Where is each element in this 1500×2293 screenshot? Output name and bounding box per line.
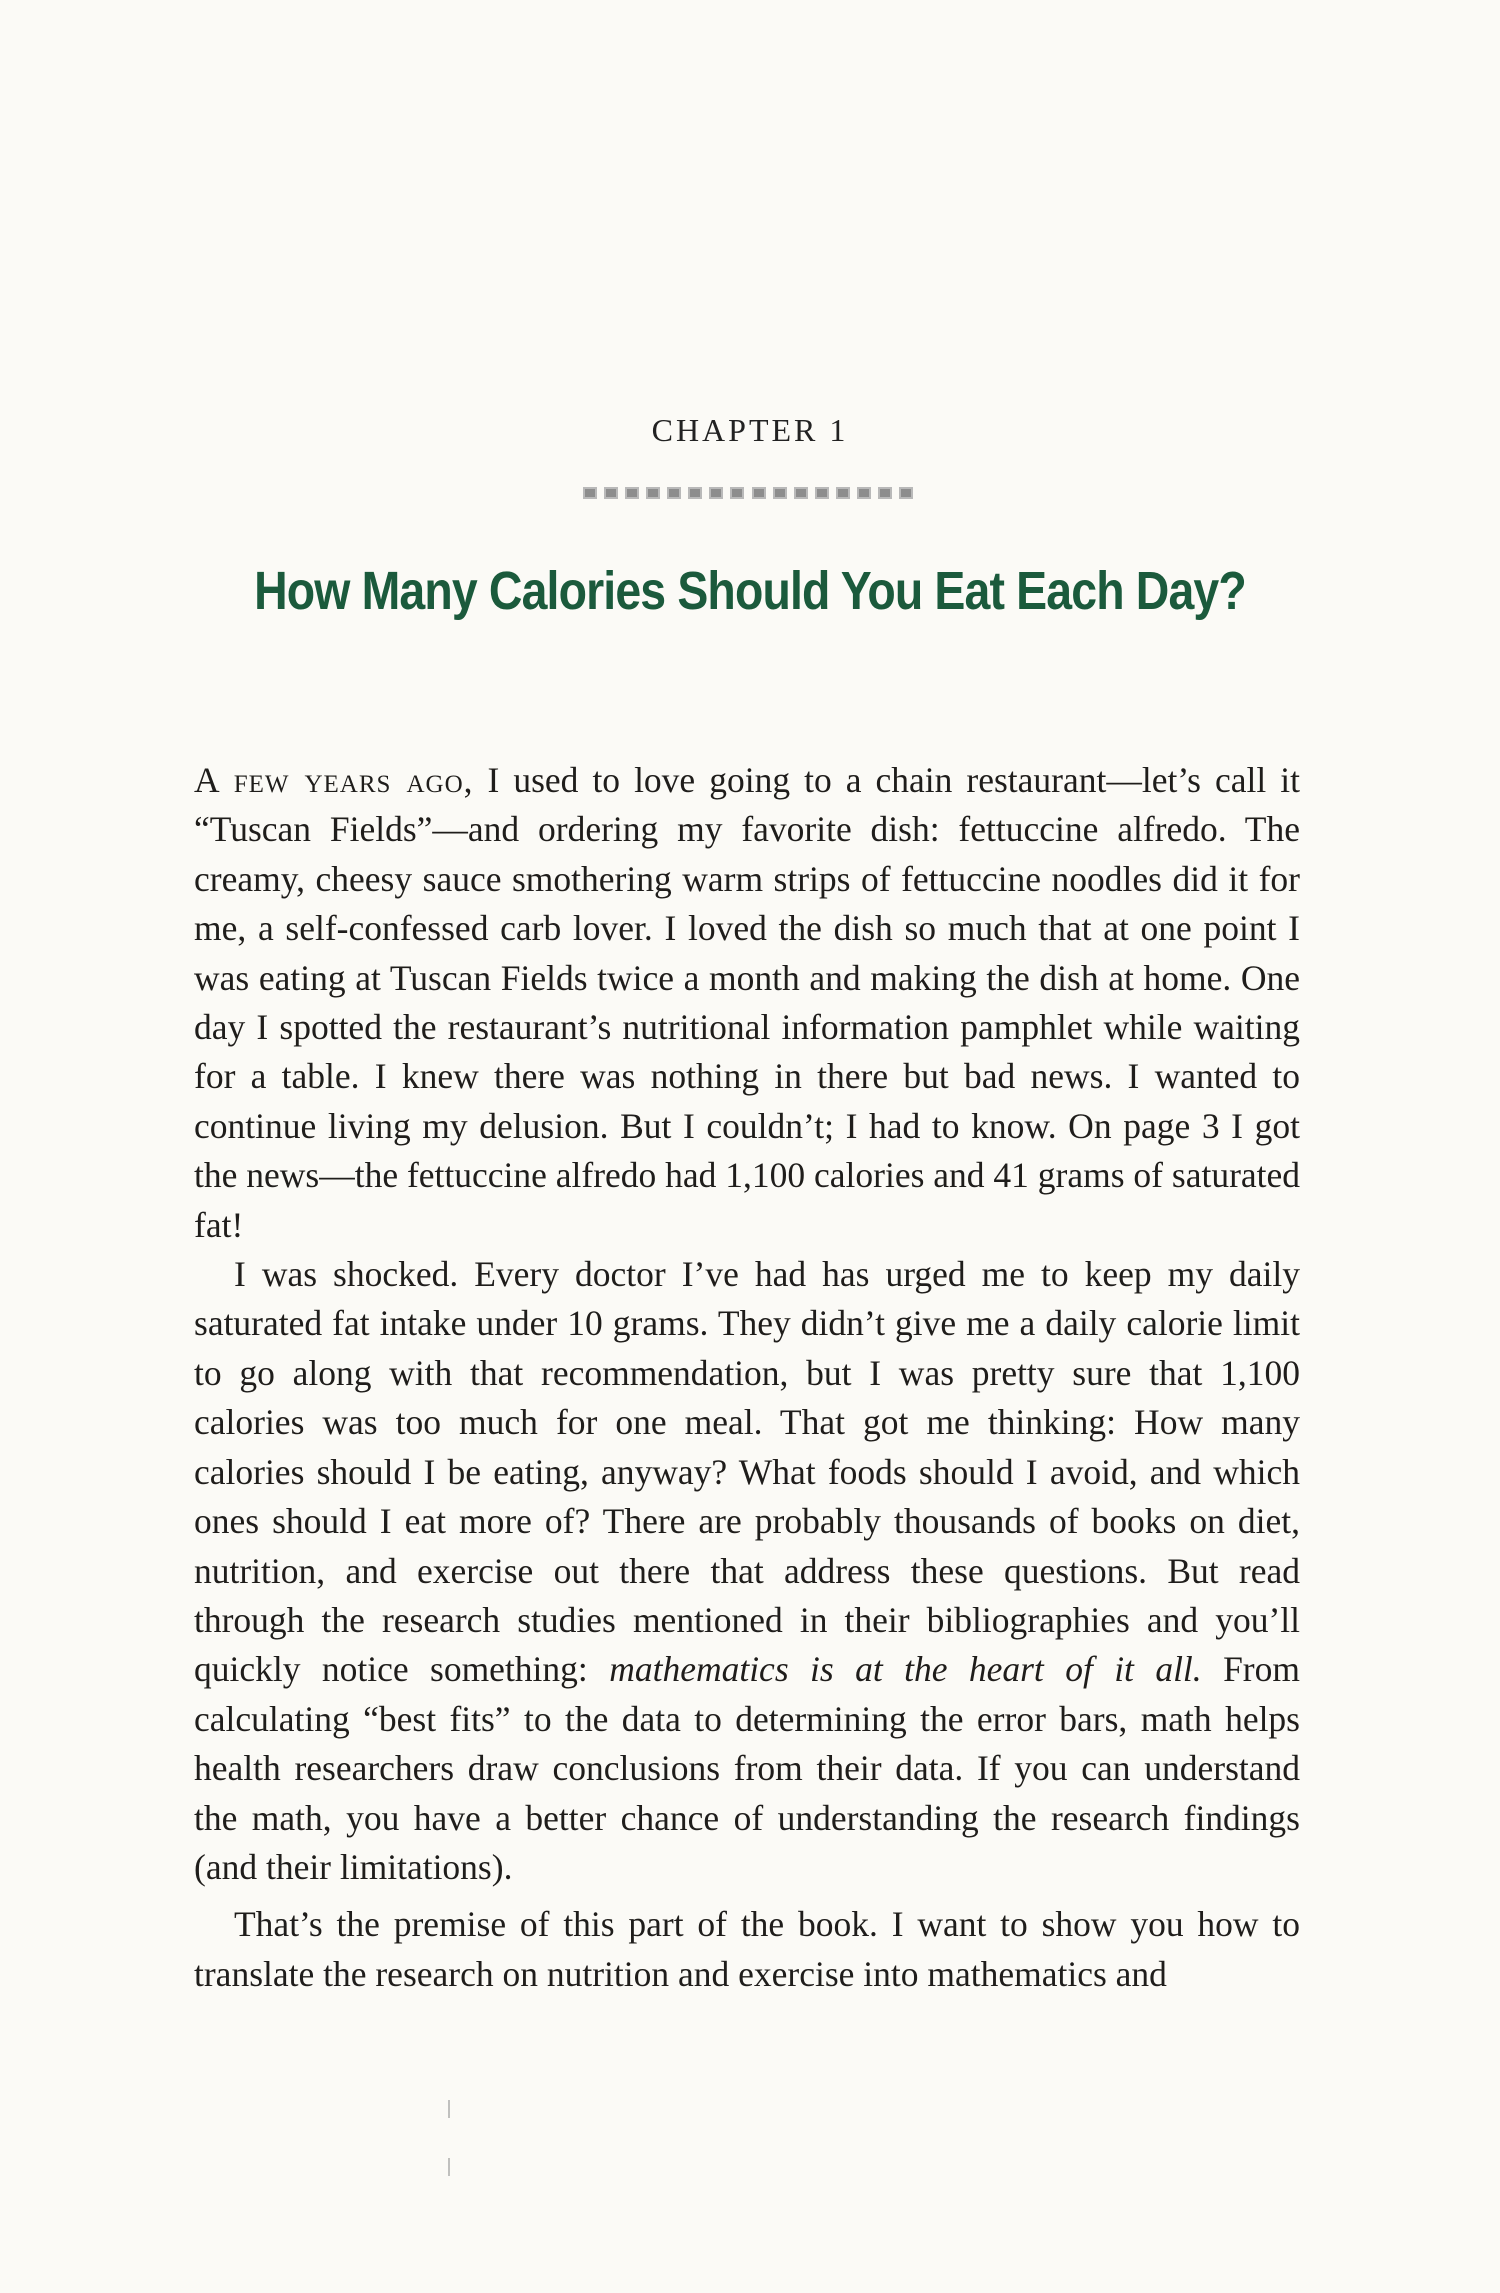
paragraph-2-emphasis: mathematics is at the heart of it all. xyxy=(609,1649,1202,1690)
chapter-ornament-rule xyxy=(583,487,913,501)
chapter-body xyxy=(194,756,1300,1999)
chapter-title: How Many Calories Should You Eat Each Day? xyxy=(254,561,1246,621)
paragraph-2 xyxy=(194,1250,1300,1892)
paragraph-2-text-before: I was shocked. Every doctor I’ve had has urged me to keep my daily saturated fat intake under 10 grams. They didn’t give me a daily calorie limit to go along with that recommendation, but I was pretty sure that 1,100 calories was too much for one meal. That got me thinking: How many calories should I be eating, anyway? What foods should I avoid, and which ones should I eat more of? There are probably thousands of books on diet, nutrition, and exercise out there that address these questions. But read through the research studies mentioned in their bibliographies and you’ll quickly notice something: xyxy=(194,1254,1300,1690)
paragraph-1 xyxy=(194,756,1300,1250)
scan-specks xyxy=(448,2100,451,2220)
chapter-label: CHAPTER 1 xyxy=(651,412,849,448)
paragraph-3-text: That’s the premise of this part of the book. I want to show you how to translate the research on nutrition and exercise into mathematics and xyxy=(194,1904,1300,1994)
paragraph-1-text: I used to love going to a chain restaurant—let’s call it “Tuscan Fields”—and ordering my favorite dish: fettuccine alfredo. The creamy, cheesy sauce smothering warm strips of fettuccine noodles did it for me, a self-confessed carb lover. I loved the dish so much that at one point I was eating at Tuscan Fields twice a month and making the dish at home. One day I spotted the restaurant’s nutritional information pamphlet while waiting for a table. I knew there was nothing in there but bad news. I wanted to continue living my delusion. But I couldn’t; I had to know. On page 3 I got the news—the fettuccine alfredo had 1,100 calories and 41 grams of saturated fat! xyxy=(194,760,1301,1245)
paragraph-2-text-after: From calculating “best fits” to the data to determining the error bars, math helps health researchers draw conclusions from their data. If you can understand the math, you have a better chance of understanding the research findings (and their limitations). xyxy=(194,1649,1300,1887)
paragraph-1-lead-smallcaps: A few years ago, xyxy=(194,760,474,800)
paragraph-3 xyxy=(194,1900,1300,1999)
